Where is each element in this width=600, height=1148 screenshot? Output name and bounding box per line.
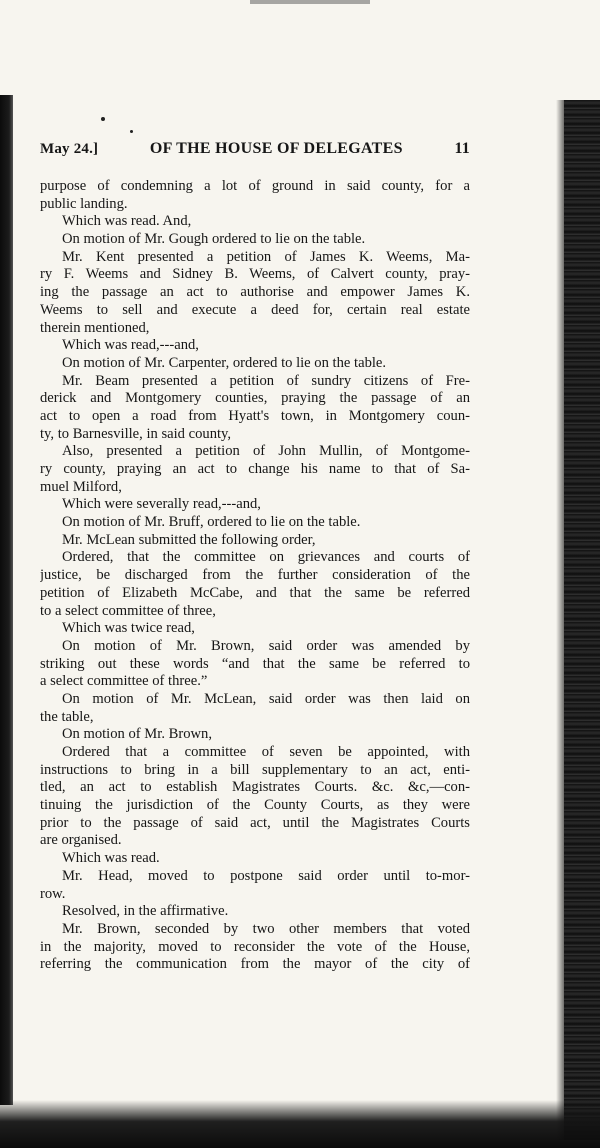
- text-line: Which was twice read,: [62, 620, 195, 637]
- document-page: [40, 140, 470, 974]
- text-line: instructions to bring in a bill supplementary to an act, enti-: [40, 761, 470, 778]
- text-line: Which was read,---and,: [62, 337, 199, 354]
- text-line: Weems to sell and execute a deed for, certain real estate: [40, 301, 470, 318]
- text-line: ry F. Weems and Sidney B. Weems, of Calvert county, pray-: [40, 266, 470, 283]
- text-line: public landing.: [40, 195, 128, 212]
- text-line: Which were severally read,---and,: [62, 496, 261, 513]
- text-line: Also, presented a petition of John Mullin, of Montgome-: [62, 443, 470, 460]
- text-line: purpose of condemning a lot of ground in said county, for a: [40, 178, 470, 194]
- text-line: row.: [40, 885, 66, 902]
- text-line: Mr. Kent presented a petition of James K. Weems, Ma-: [62, 248, 470, 265]
- header-date: May 24.]: [40, 141, 99, 157]
- body-text: [40, 178, 470, 974]
- text-line: the table,: [40, 708, 94, 725]
- text-line: On motion of Mr. Gough ordered to lie on the table.: [62, 231, 366, 248]
- ink-speck: [101, 117, 105, 121]
- text-line: Which was read. And,: [62, 213, 192, 230]
- text-line: Mr. Head, moved to postpone said order until to-mor-: [62, 867, 470, 884]
- text-line: prior to the passage of said act, until the Magistrates Courts: [40, 814, 470, 831]
- text-line: therein mentioned,: [40, 319, 150, 336]
- text-line: tled, an act to establish Magistrates Courts. &c. &c,—con-: [40, 779, 470, 796]
- text-line: On motion of Mr. Brown,: [62, 726, 212, 743]
- text-line: ing the passage an act to authorise and empower James K.: [40, 284, 470, 301]
- text-line: derick and Montgomery counties, praying the passage of an: [40, 390, 470, 407]
- ink-speck: [130, 130, 133, 133]
- page-edge-bottom: [0, 1100, 600, 1148]
- text-line: are organised.: [40, 832, 122, 849]
- text-line: On motion of Mr. Bruff, ordered to lie on the table.: [62, 514, 361, 531]
- text-line: tinuing the jurisdiction of the County Courts, as they were: [40, 797, 470, 814]
- text-line: Resolved, in the affirmative.: [62, 903, 229, 920]
- text-line: ty, to Barnesville, in said county,: [40, 425, 232, 442]
- page-edge-left: [0, 95, 13, 1105]
- text-line: Which was read.: [62, 850, 160, 867]
- text-line: referring the communication from the mayor of the city of: [40, 956, 470, 973]
- text-line: Ordered that a committee of seven be appointed, with: [62, 744, 470, 760]
- text-line: On motion of Mr. Brown, said order was amended by: [62, 637, 470, 654]
- page-number: 11: [454, 140, 470, 157]
- text-line: muel Milford,: [40, 478, 122, 495]
- page-edge-right: [564, 100, 600, 1140]
- text-line: Mr. Brown, seconded by two other members that voted: [62, 920, 470, 937]
- page-top-shadow: [250, 0, 370, 4]
- text-line: On motion of Mr. Carpenter, ordered to lie on the table.: [62, 354, 387, 371]
- text-line: striking out these words “and that the same be referred to: [40, 655, 470, 672]
- text-line: act to open a road from Hyatt's town, in Montgomery coun-: [40, 407, 470, 424]
- running-head: [40, 140, 470, 158]
- text-line: Ordered, that the committee on grievances and courts of: [62, 549, 470, 566]
- text-line: justice, be discharged from the further consideration of the: [40, 567, 470, 584]
- text-line: Mr. McLean submitted the following order,: [62, 531, 316, 548]
- text-line: Mr. Beam presented a petition of sundry citizens of Fre-: [62, 372, 470, 389]
- text-line: a select committee of three.”: [40, 673, 208, 690]
- text-line: petition of Elizabeth McCabe, and that the same be referred: [40, 584, 470, 601]
- header-title: OF THE HOUSE OF DELEGATES: [149, 140, 403, 157]
- text-line: On motion of Mr. McLean, said order was then laid on: [62, 690, 470, 707]
- text-line: in the majority, moved to reconsider the vote of the House,: [40, 938, 470, 955]
- text-line: to a select committee of three,: [40, 602, 216, 619]
- text-line: ry county, praying an act to change his name to that of Sa-: [40, 461, 470, 477]
